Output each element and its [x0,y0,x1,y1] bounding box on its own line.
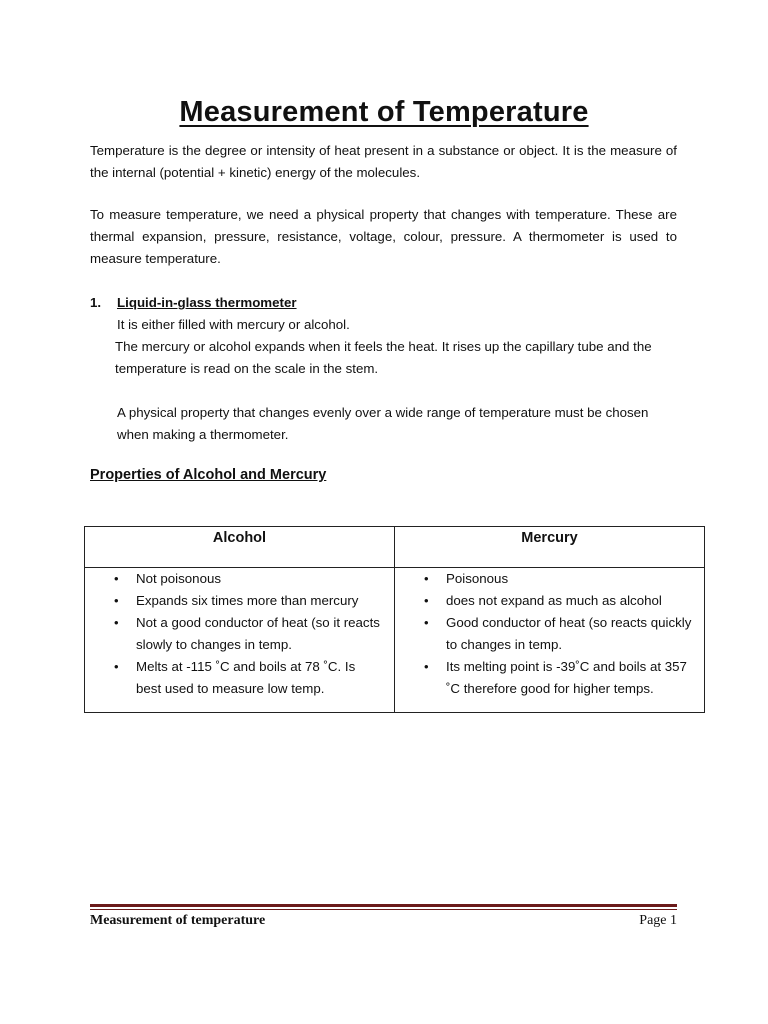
list-title: Liquid-in-glass thermometer [117,295,297,310]
list-item [85,656,384,700]
footer-rule-thin [90,909,677,910]
intro-paragraph: Temperature is the degree or intensity of heat present in a substance or object. It is the measure of the internal (potential + kinetic) energy of the molecules. [90,143,677,180]
list-line-2: The mercury or alcohol expands when it feels the heat. It rises up the capillary tube and the temperature is read on the scale in the stem. [115,339,652,376]
list-item-text: Not a good conductor of heat (so it reacts slowly to changes in temp. [136,615,380,652]
list-item [395,568,694,590]
measure-paragraph: To measure temperature, we need a physical property that changes with temperature. These are thermal expansion, pressure, resistance, voltage, colour, pressure. A thermometer is used to measure temperature. [90,207,677,266]
list-item [395,612,694,656]
list-item-text: Not poisonous [136,571,222,586]
list-item [85,612,384,656]
table-header-mercury: Mercury [395,527,705,568]
alcohol-list [85,568,384,700]
list-number: 1. [90,295,102,310]
bullet-icon: • [424,659,429,674]
list-item-text: Melts at -115 ˚C and boils at 78 ˚C. Is best used to measure low temp. [136,659,356,696]
footer-title: Measurement of temperature [90,913,266,928]
list-item-text: Its melting point is -39˚C and boils at 357 ˚C therefore good for higher temps. [446,659,687,696]
list-line-3: A physical property that changes evenly over a wide range of temperature must be chosen when making a thermometer. [117,405,649,442]
list-item [85,568,384,590]
list-item-heading [90,292,680,314]
bullet-icon: • [114,571,119,586]
list-item [395,656,694,700]
page-number: Page 1 [639,913,677,928]
page-title: Measurement of Temperature [179,96,589,128]
bullet-icon: • [424,593,429,608]
footer-rule-thick [90,904,677,907]
list-item [395,590,694,612]
bullet-icon: • [424,571,429,586]
list-item [85,590,384,612]
properties-table [84,526,705,713]
list-item-text: does not expand as much as alcohol [446,593,662,608]
list-line-1: It is either filled with mercury or alcohol. [117,317,350,332]
table-header-alcohol: Alcohol [85,527,395,568]
list-item-text: Good conductor of heat (so reacts quickly to changes in temp. [446,615,692,652]
bullet-icon: • [114,659,119,674]
bullet-icon: • [424,615,429,630]
thermometer-list [90,292,680,446]
list-item-text: Poisonous [446,571,509,586]
bullet-icon: • [114,615,119,630]
list-item-body [117,314,680,446]
bullet-icon: • [114,593,119,608]
section-heading: Properties of Alcohol and Mercury [90,467,327,483]
mercury-cell [395,568,705,713]
alcohol-cell [85,568,395,713]
list-item-text: Expands six times more than mercury [136,593,359,608]
mercury-list [395,568,694,700]
